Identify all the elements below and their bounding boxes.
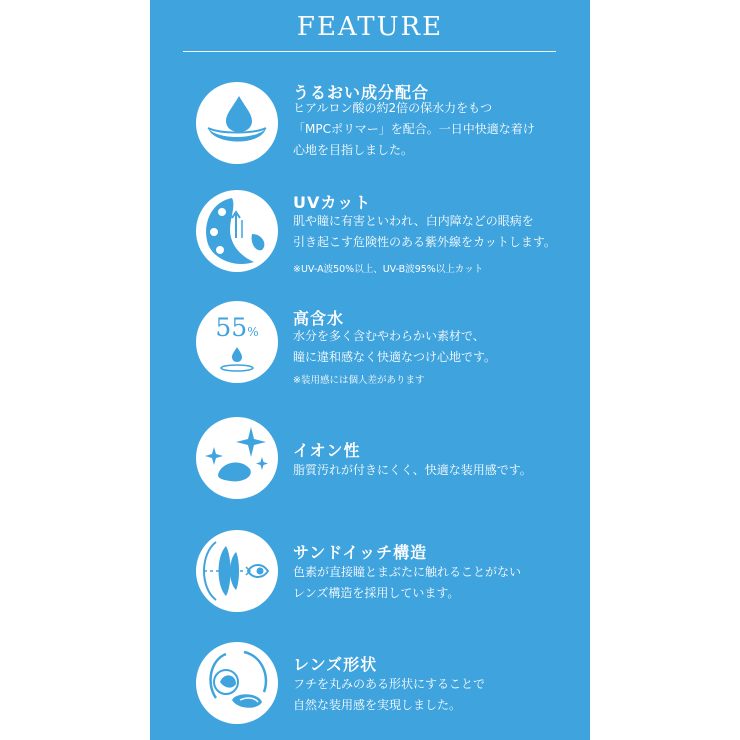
description-line: 「MPCポリマー」を配合。一日中快適な着け: [293, 122, 535, 136]
percent-unit: %: [247, 325, 259, 339]
water-content-icon: [196, 301, 278, 383]
feature-panel: [150, 0, 590, 740]
feature-title: サンドイッチ構造: [293, 543, 428, 562]
description-line: 水分を多く含むやわらかい素材で、: [293, 329, 485, 343]
description-line: 引き起こす危険性のある紫外線をカットします。: [293, 235, 556, 249]
feature-description: [293, 460, 532, 481]
feature-title: UVカット: [293, 193, 372, 212]
percent-number: 55: [215, 313, 248, 342]
description-line: 脂質汚れが付きにくく、快適な装用感です。: [293, 463, 532, 477]
feature-title: うるおい成分配合: [293, 83, 430, 102]
feature-title: レンズ形状: [293, 655, 378, 674]
lens-shape-icon: [196, 642, 278, 724]
sandwich-layer-icon: [196, 530, 278, 612]
feature-note: ※装用感には個人差があります: [293, 375, 425, 386]
sparkle-lens-icon: [196, 417, 278, 499]
description-line: フチを丸みのある形状にすることで: [293, 677, 486, 691]
feature-description: [293, 562, 521, 604]
feature-description: [293, 326, 496, 368]
droplet-lens-icon: [196, 82, 278, 164]
description-line: ヒアルロン酸の約2倍の保水力をもつ: [293, 101, 493, 115]
feature-note: ※UV-A波50%以上、UV-B波95%以上カット: [293, 264, 484, 275]
description-line: 色素が直接瞳とまぶたに触れることがない: [293, 565, 522, 579]
feature-title: 高含水: [293, 309, 345, 328]
description-line: レンズ構造を採用しています。: [293, 586, 460, 600]
feature-title: イオン性: [293, 441, 361, 460]
description-line: 肌や瞳に有害といわれ、白内障などの眼病を: [293, 214, 534, 228]
description-line: 瞳に違和感なく快適なつけ心地です。: [293, 350, 497, 364]
page-title: FEATURE: [296, 12, 444, 42]
title-divider: [183, 51, 556, 52]
feature-description: [293, 674, 485, 716]
description-line: 心地を目指しました。: [293, 143, 414, 157]
feature-description: [293, 211, 556, 253]
feature-description: [293, 98, 535, 161]
description-line: 自然な装用感を実現しました。: [293, 698, 462, 712]
uv-shield-icon: [196, 190, 278, 272]
